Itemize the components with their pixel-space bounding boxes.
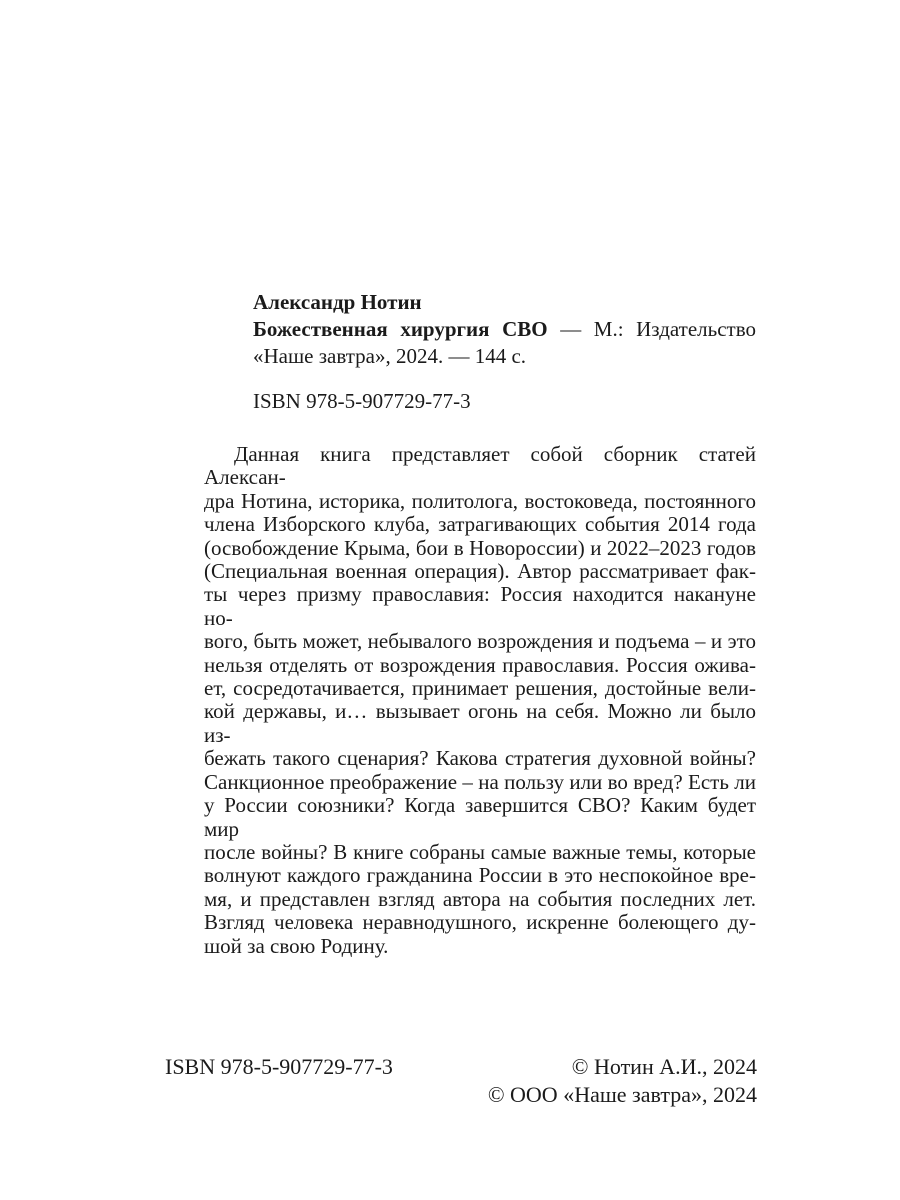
annotation-line: кой державы, и… вызывает огонь на себя. Можно ли было из- — [204, 699, 756, 747]
annotation-line: дра Нотина, историка, политолога, востоковеда, постоянного — [204, 488, 756, 513]
annotation-line: после войны? В книге собраны самые важные темы, которые — [204, 839, 756, 864]
copyright-block — [488, 1053, 757, 1109]
annotation-line: шой за свою Родину. — [204, 933, 389, 958]
copyright-line: © ООО «Наше завтра», 2024 — [487, 1082, 757, 1107]
annotation-line: мя, и представлен взгляд автора на события последних лет. — [204, 886, 756, 911]
footer-isbn: ISBN 978-5-907729-77-3 — [165, 1054, 393, 1079]
publication-info: — М.: Издательство — [560, 317, 757, 341]
publisher-line: «Наше завтра», 2024. — 144 с. — [253, 344, 527, 368]
author-name: Александр Нотин — [253, 290, 422, 314]
annotation-line: у России союзники? Когда завершится СВО? Каким будет мир — [204, 793, 756, 841]
annotation-line: члена Изборского клуба, затрагивающих события 2014 года — [204, 512, 756, 537]
copyright-line: © Нотин А.И., 2024 — [571, 1054, 757, 1079]
annotation-line: волнуют каждого гражданина России в это неспокойное вре- — [204, 863, 756, 888]
bibliographic-block — [253, 289, 756, 415]
annotation-paragraph — [204, 443, 756, 958]
annotation-line: Данная книга представляет собой сборник статей Алексан- — [204, 442, 756, 490]
annotation-line: вого, быть может, небывалого возрождения и подъема – и это — [204, 629, 756, 654]
annotation-line: ты через призму православия: Россия находится накануне но- — [204, 582, 756, 630]
annotation-line: ет, сосредотачивается, принимает решения, достойные вели- — [204, 676, 756, 701]
book-title: Божественная хирургия СВО — [253, 317, 548, 341]
annotation-line: нельзя отделять от возрождения православия. Россия ожива- — [204, 652, 756, 677]
annotation-line: (освобождение Крыма, бои в Новороссии) и 2022–2023 годов — [204, 535, 756, 560]
title-line — [253, 316, 756, 343]
annotation-line: Санкционное преображение – на пользу или во вред? Есть ли — [204, 769, 756, 794]
annotation-line: бежать такого сценария? Какова стратегия духовной войны? — [204, 746, 756, 771]
isbn-number: ISBN 978-5-907729-77-3 — [253, 389, 471, 413]
annotation-line: Взгляд человека неравнодушного, искренне болеющего ду- — [204, 910, 756, 935]
annotation-line: (Специальная военная операция). Автор рассматривает фак- — [204, 559, 756, 584]
